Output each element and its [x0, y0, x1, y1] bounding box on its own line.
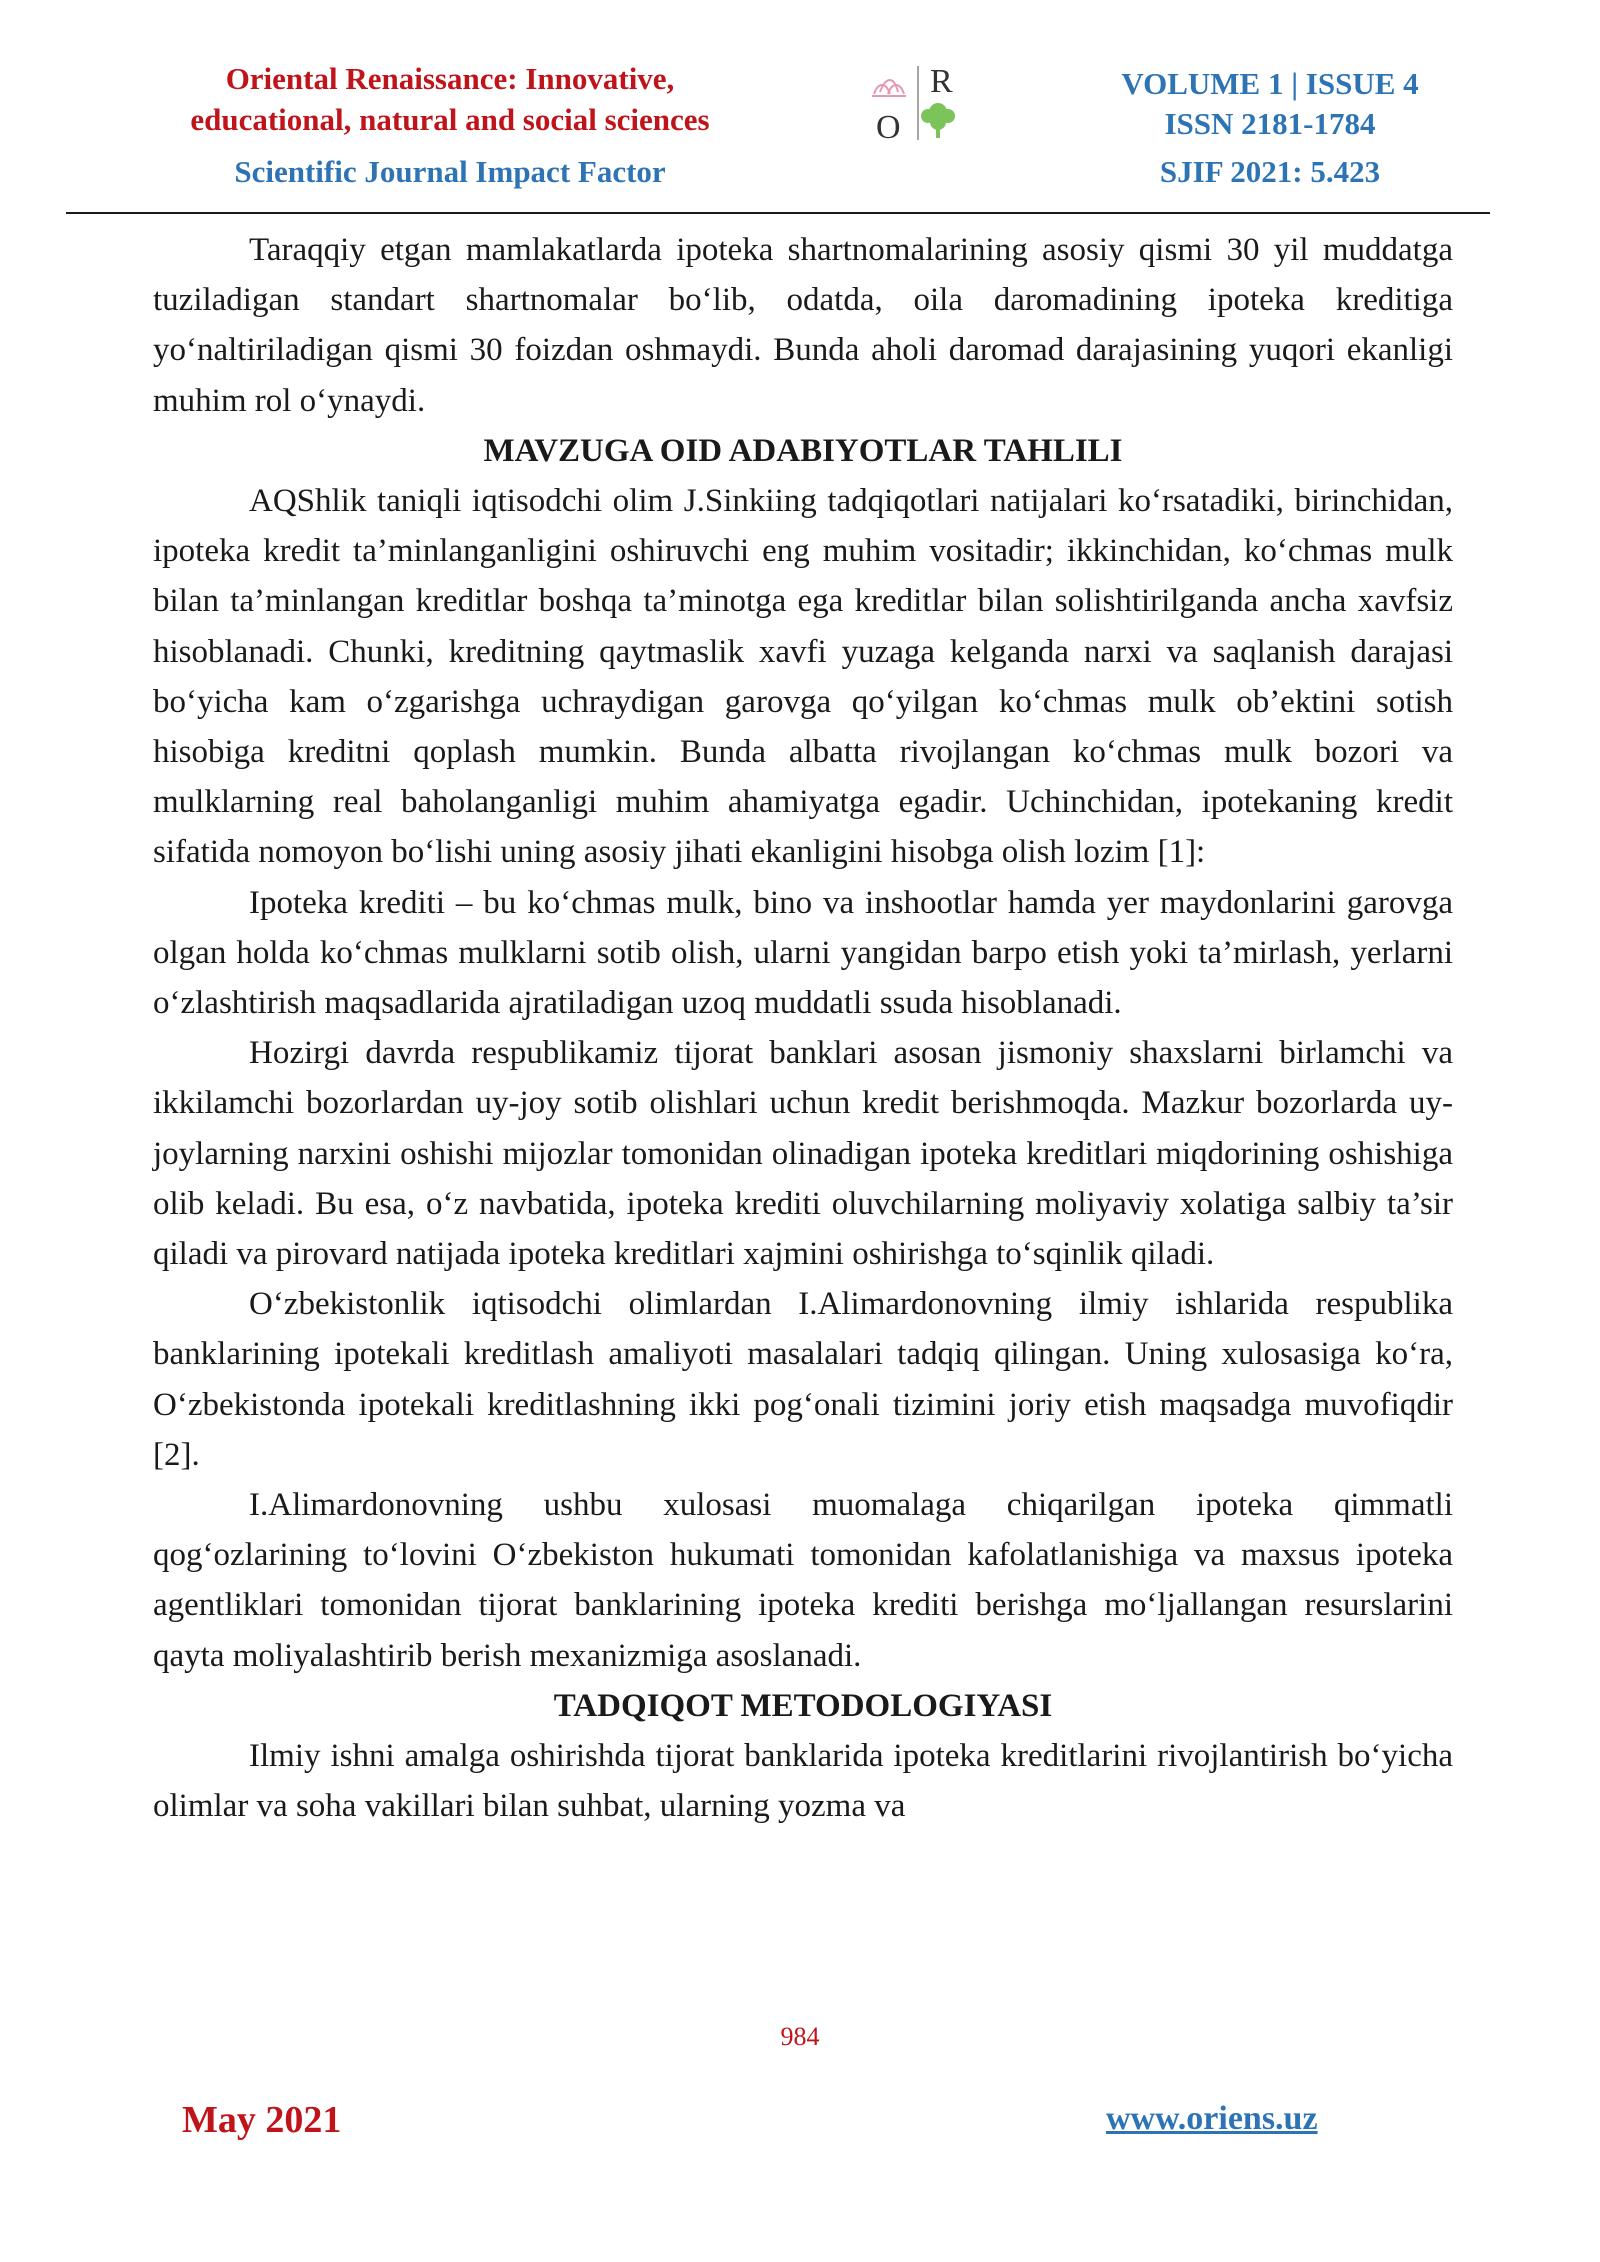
paragraph: Hozirgi davrda respublikamiz tijorat banklari asosan jismoniy shaxslarni birlamchi va ikkilamchi bozorlardan uy-joy sotib olishlari uchun kredit berishmoqda. Mazkur bozorlarda uy-joylarning narxini oshishi mijozlar tomonidan olinadigan ipoteka kreditlari miqdorining oshishiga olib keladi. Bu esa, o‘z navbatida, ipoteka krediti oluvchilarning moliyaviy xolatiga salbiy ta’sir qiladi va pirovard natijada ipoteka kreditlari xajmini oshirishga to‘sqinlik qiladi.	[153, 1035, 1453, 1273]
logo-letter-o: O	[876, 109, 901, 144]
paragraph: I.Alimardonovning ushbu xulosasi muomalaga chiqarilgan ipoteka qimmatli qog‘ozlarining to‘lovini O‘zbekiston hukumati tomonidan kafolatlanishiga va maxsus ipoteka agentliklari tomonidan tijorat banklarining ipoteka krediti berishga mo‘ljallangan resurslarini qayta moliyalashtirib berish mexanizmiga asoslanadi.	[153, 1487, 1453, 1674]
journal-title	[130, 58, 770, 140]
journal-title-line2: educational, natural and social sciences	[190, 102, 710, 137]
page-number: 984	[780, 2022, 820, 2051]
impact-factor-label: Scientific Journal Impact Factor	[234, 154, 666, 189]
paragraph: Taraqqiy etgan mamlakatlarda ipoteka shartnomalarining asosiy qismi 30 yil muddatga tuziladigan standart shartnomalar bo‘lib, odatda, oila daromadining ipoteka kreditiga yo‘naltiriladigan qismi 30 foizdan oshmaydi. Bunda aholi daromad darajasining yuqori ekanligi muhim rol o‘ynaydi.	[153, 232, 1453, 419]
paragraph: O‘zbekistonlik iqtisodchi olimlardan I.Alimardonovning ilmiy ishlarida respublika banklarining ipotekali kreditlash amaliyoti masalalari tadqiq qilingan. Uning xulosasiga ko‘ra, O‘zbekistonda ipotekali kreditlashning ikki pog‘onali tizimini joriy etish maqsadga muvofiqdir [2].	[153, 1286, 1453, 1473]
journal-header	[0, 0, 1600, 220]
issn: ISSN 2181-1784	[1164, 106, 1376, 141]
header-divider	[66, 212, 1490, 214]
logo-letter-r: R	[930, 63, 953, 100]
section-heading: TADQIQOT METODOLOGIYASI	[553, 1687, 1053, 1724]
section-heading: MAVZUGA OID ADABIYOTLAR TAHLILI	[483, 432, 1123, 469]
volume-info	[1060, 64, 1480, 144]
paragraph: AQShlik taniqli iqtisodchi olim J.Sinkiing tadqiqotlari natijalari ko‘rsatadiki, birinchidan, ipoteka kredit ta’minlanganligini oshiruvchi eng muhim vositadir; ikkinchidan, ko‘chmas mulk bilan ta’minlangan kreditlar boshqa ta’minotga ega kreditlar bilan solishtirilganda ancha xavfsiz hisoblanadi. Chunki, kreditning qaytmaslik xavfi yuzaga kelganda narxi va saqlanish darajasi bo‘yicha kam o‘zgarishga uchraydigan garovga qo‘yilgan ko‘chmas mulk ob’ektini sotish hisobiga kreditni qoplash mumkin. Bunda albatta rivojlangan ko‘chmas mulk bozori va mulklarning real baholanganligi muhim ahamiyatga egadir. Uchinchidan, ipotekaning kredit sifatida nomoyon bo‘lishi uning asosiy jihati ekanligini hisobga olish lozim [1]:	[153, 483, 1453, 871]
paragraph: Ipoteka krediti – bu ko‘chmas mulk, bino va inshootlar hamda yer maydonlarini garovga olgan holda ko‘chmas mulklarni sotib olish, ularni yangidan barpo etish yoki ta’mirlash, yerlarni o‘zlashtirish maqsadlarida ajratiladigan uzoq muddatli ssuda hisoblanadi.	[153, 884, 1453, 1022]
footer-website-link[interactable]: www.oriens.uz	[1106, 2100, 1318, 2137]
volume-issue: VOLUME 1 | ISSUE 4	[1121, 66, 1419, 101]
article-body	[153, 225, 1453, 1832]
journal-title-line1: Oriental Renaissance: Innovative,	[225, 61, 675, 96]
paragraph: Ilmiy ishni amalga oshirishda tijorat banklarida ipoteka kreditlarini rivojlantirish bo‘yicha olimlar va soha vakillari bilan suhbat, ularning yozma va	[153, 1738, 1453, 1825]
footer-date: May 2021	[182, 2099, 342, 2141]
sjif-score: SJIF 2021: 5.423	[1159, 154, 1381, 189]
oriens-logo-icon	[868, 62, 968, 144]
